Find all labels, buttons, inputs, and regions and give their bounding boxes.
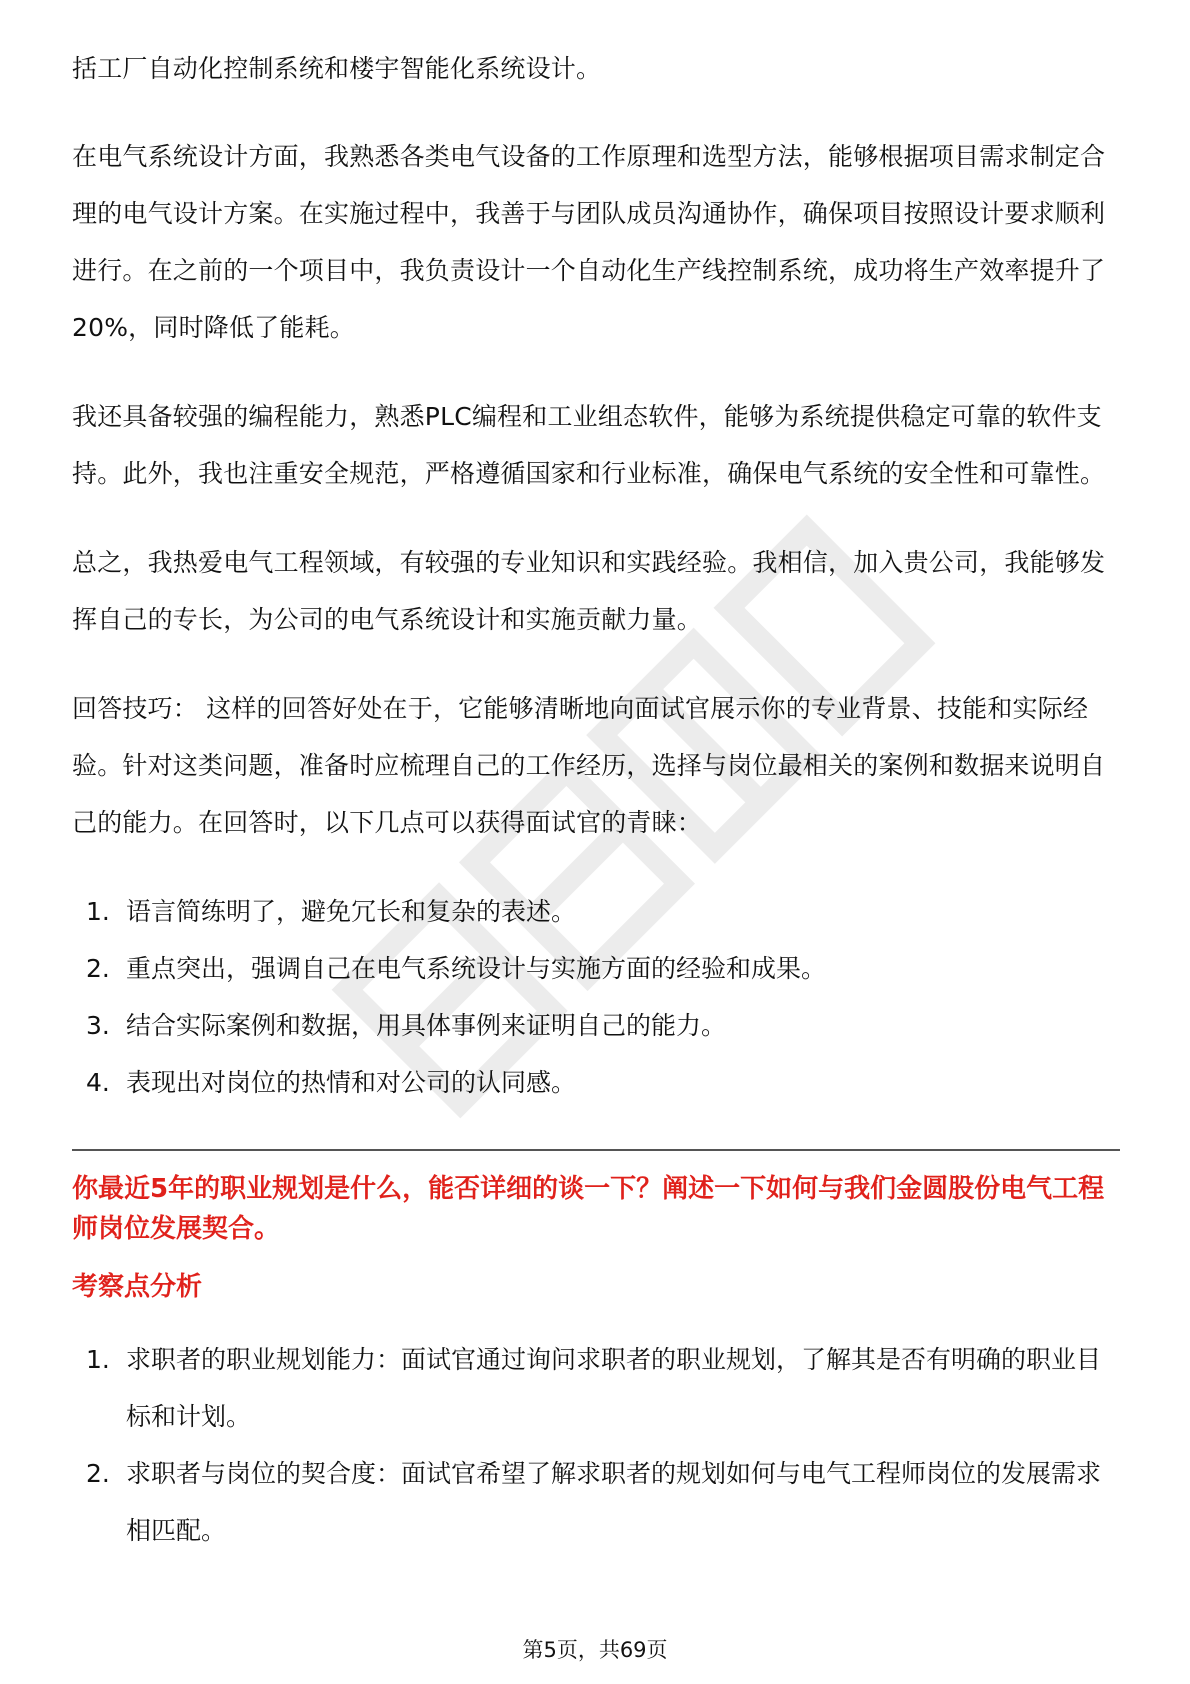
list-item xyxy=(72,1054,1120,1111)
tips-list xyxy=(72,883,1120,1111)
list-number: 2. xyxy=(86,954,110,983)
paragraph-answer-tips: 回答技巧： 这样的回答好处在于，它能够清晰地向面试官展示你的专业背景、技能和实际经验。针对这类问题，准备时应梳理自己的工作经历，选择与岗位最相关的案例和数据来说明自己的能力。在回答时，以下几点可以获得面试官的青睐： xyxy=(72,694,1106,837)
question-title: 你最近5年的职业规划是什么，能否详细的谈一下？阐述一下如何与我们金圆股份电气工程师岗位发展契合。 xyxy=(72,1174,1105,1244)
list-number: 1. xyxy=(86,1345,110,1374)
list-number: 2. xyxy=(86,1459,110,1488)
list-number: 3. xyxy=(86,1011,110,1040)
list-item-text: 语言简练明了，避免冗长和复杂的表述。 xyxy=(126,897,577,926)
paragraph-design-experience: 在电气系统设计方面，我熟悉各类电气设备的工作原理和选型方法，能够根据项目需求制定合理的电气设计方案。在实施过程中，我善于与团队成员沟通协作，确保项目按照设计要求顺利进行。在之前的一个项目中，我负责设计一个自动化生产线控制系统，成功将生产效率提升了20%，同时降低了能耗。 xyxy=(72,142,1106,342)
list-number: 1. xyxy=(86,897,110,926)
analysis-heading: 考察点分析 xyxy=(72,1272,203,1302)
paragraph-continuation: 括工厂自动化控制系统和楼宇智能化系统设计。 xyxy=(72,54,602,83)
list-number: 4. xyxy=(86,1068,110,1097)
list-item-text: 求职者的职业规划能力：面试官通过询问求职者的职业规划，了解其是否有明确的职业目标和计划。 xyxy=(126,1345,1102,1431)
list-item-text: 表现出对岗位的热情和对公司的认同感。 xyxy=(126,1068,577,1097)
list-item xyxy=(72,997,1120,1054)
document-body xyxy=(72,40,1120,1559)
list-item xyxy=(72,1445,1120,1559)
analysis-list xyxy=(72,1331,1120,1559)
list-item-text: 结合实际案例和数据，用具体事例来证明自己的能力。 xyxy=(126,1011,727,1040)
list-item xyxy=(72,1331,1120,1445)
list-item-text: 重点突出，强调自己在电气系统设计与实施方面的经验和成果。 xyxy=(126,954,827,983)
section-divider xyxy=(72,1149,1120,1151)
page-number-footer: 第5页，共69页 xyxy=(522,1638,668,1662)
paragraph-programming-skills: 我还具备较强的编程能力，熟悉PLC编程和工业组态软件，能够为系统提供稳定可靠的软件支持。此外，我也注重安全规范，严格遵循国家和行业标准，确保电气系统的安全性和可靠性。 xyxy=(72,402,1106,488)
list-item xyxy=(72,940,1120,997)
list-item-text: 求职者与岗位的契合度：面试官希望了解求职者的规划如何与电气工程师岗位的发展需求相匹配。 xyxy=(126,1459,1102,1545)
paragraph-summary: 总之，我热爱电气工程领域，有较强的专业知识和实践经验。我相信，加入贵公司，我能够发挥自己的专长，为公司的电气系统设计和实施贡献力量。 xyxy=(72,548,1106,634)
list-item xyxy=(72,883,1120,940)
